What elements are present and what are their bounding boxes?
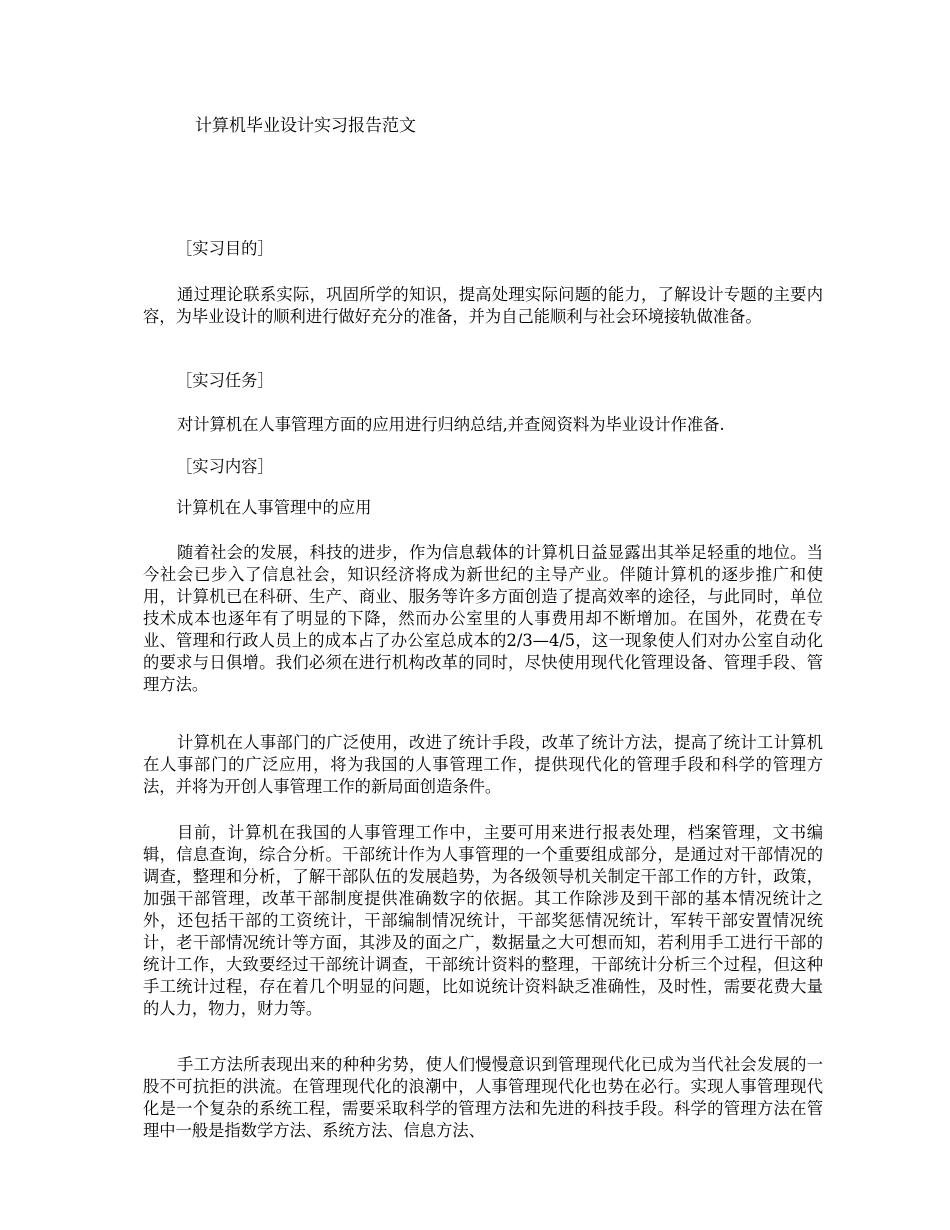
body-paragraph: 手工方法所表现出来的种种劣势，使人们慢慢意识到管理现代化已成为当代社会发展的一股不可抗拒的洪流。在管理现代化的浪潮中，人事管理现代化也势在必行。实现人事管理现代化是一个复杂的系统工程，需要采取科学的管理方法和先进的科技手段。科学的管理方法在管理中一般是指数学方法、系统方法、信息方法、 — [143, 1055, 823, 1140]
content-heading: ［实习内容］ — [176, 457, 274, 476]
task-heading: ［实习任务］ — [176, 371, 274, 390]
body-paragraph: 目前，计算机在我国的人事管理工作中，主要可用来进行报表处理，档案管理，文书编辑，信息查询，综合分析。干部统计作为人事管理的一个重要组成部分，是通过对干部情况的调查，整理和分析，了解干部队伍的发展趋势，为各级领导机关制定干部工作的方针，政策，加强干部管理，改革干部制度提供准确数字的依据。其工作除涉及到干部的基本情况统计之外，还包括干部的工资统计，干部编制情况统计，干部奖惩情况统计，军转干部安置情况统计，老干部情况统计等方面，其涉及的面之广，数据量之大可想而知，若利用手工进行干部的统计工作，大致要经过干部统计调查，干部统计资料的整理，干部统计分析三个过程，但这种手工统计过程，存在着几个明显的问题，比如说统计资料缺乏准确性，及时性，需要花费大量的人力，物力，财力等。 — [143, 823, 823, 1018]
document-title: 计算机毕业设计实习报告范文 — [195, 116, 416, 136]
content-subheading: 计算机在人事管理中的应用 — [176, 498, 372, 517]
purpose-paragraph: 通过理论联系实际，巩固所学的知识，提高处理实际问题的能力，了解设计专题的主要内容，为毕业设计的顺利进行做好充分的准备，并为自己能顺利与社会环境接轨做准备。 — [143, 285, 823, 326]
body-paragraph: 随着社会的发展，科技的进步，作为信息载体的计算机日益显露出其举足轻重的地位。当今社会已步入了信息社会，知识经济将成为新世纪的主导产业。伴随计算机的逐步推广和使用，计算机已在科研、生产、商业、服务等许多方面创造了提高效率的途径，与此同时，单位技术成本也逐年有了明显的下降，然而办公室里的人事费用却不断增加。在国外，花费在专业、管理和行政人员上的成本占了办公室总成本的2/3—4/5，这一现象使人们对办公室自动化的要求与日俱增。我们必须在进行机构改革的同时，尽快使用现代化管理设备、管理手段、管理方法。 — [143, 543, 823, 694]
task-paragraph: 对计算机在人事管理方面的应用进行归纳总结,并查阅资料为毕业设计作准备. — [177, 415, 725, 434]
purpose-heading: ［实习目的］ — [176, 239, 274, 258]
body-paragraph: 计算机在人事部门的广泛使用，改进了统计手段，改革了统计方法，提高了统计工计算机在人事部门的广泛应用，将为我国的人事管理工作，提供现代化的管理手段和科学的管理方法，并将为开创人事管理工作的新局面创造条件。 — [143, 733, 823, 796]
